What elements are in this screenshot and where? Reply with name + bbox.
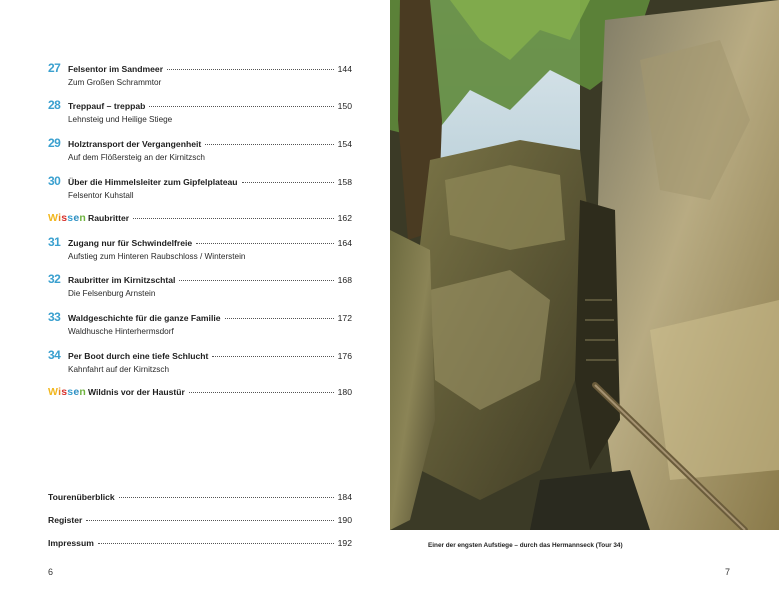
toc-title: Tourenüberblick <box>48 492 115 502</box>
toc-subtitle: Lehnsteig und Heilige Stiege <box>68 115 173 124</box>
wissen-letter: n <box>79 212 87 224</box>
toc-subtitle: Aufstieg zum Hinteren Raubschloss / Winterstein <box>68 252 246 261</box>
toc-title: Treppauf – treppab <box>68 101 146 111</box>
toc-title: Über die Himmelsleiter zum Gipfelplateau <box>68 177 238 187</box>
tour-number: 33 <box>48 310 61 324</box>
toc-entry-wissen[interactable] <box>48 386 352 400</box>
leader-dots <box>212 356 333 357</box>
leader-dots <box>86 520 333 521</box>
leader-dots <box>225 318 334 319</box>
leader-dots <box>205 144 333 145</box>
toc-subtitle: Die Felsenburg Arnstein <box>68 289 156 298</box>
toc-entry-back[interactable] <box>48 538 352 552</box>
leader-dots <box>149 106 333 107</box>
toc-subtitle: Kahnfahrt auf der Kirnitzsch <box>68 365 170 374</box>
photo-illustration <box>390 0 779 530</box>
toc-page-number: 144 <box>337 64 352 74</box>
toc-title: Register <box>48 515 83 525</box>
toc-page-number: 168 <box>337 275 352 285</box>
leader-dots <box>189 392 334 393</box>
toc-page-number: 192 <box>337 538 352 548</box>
leader-dots <box>242 182 334 183</box>
wissen-letter: s <box>61 386 68 398</box>
toc-entry[interactable] <box>48 272 352 298</box>
wissen-letter: i <box>58 386 62 398</box>
leader-dots <box>133 218 334 219</box>
tour-number: 30 <box>48 174 61 188</box>
toc-subtitle: Felsentor Kuhstall <box>68 191 134 200</box>
toc-entry[interactable] <box>48 61 352 87</box>
tour-number: 28 <box>48 98 61 112</box>
toc-title: Wildnis vor der Haustür <box>88 387 185 397</box>
toc-subtitle: Waldhusche Hinterhermsdorf <box>68 327 174 336</box>
toc-title: Zugang nur für Schwindelfreie <box>68 238 193 248</box>
toc-title: Waldgeschichte für die ganze Familie <box>68 313 221 323</box>
wissen-letter: W <box>48 212 59 224</box>
tour-number: 29 <box>48 136 61 150</box>
tour-number: 34 <box>48 348 61 362</box>
toc-page-number: 184 <box>337 492 352 502</box>
wissen-label <box>48 212 88 224</box>
toc-entry[interactable] <box>48 174 352 200</box>
toc-entry-wissen[interactable] <box>48 212 352 226</box>
toc-entry[interactable] <box>48 98 352 124</box>
page-number-right: 7 <box>725 567 731 577</box>
toc-page-number: 180 <box>337 387 352 397</box>
wissen-label <box>48 386 88 398</box>
toc-title: Felsentor im Sandmeer <box>68 64 164 74</box>
toc-page-number: 158 <box>337 177 352 187</box>
wissen-letter: i <box>58 212 62 224</box>
toc-page-number: 172 <box>337 313 352 323</box>
wissen-letter: n <box>79 386 87 398</box>
toc-title: Holztransport der Vergangenheit <box>68 139 202 149</box>
toc-entry-back[interactable] <box>48 492 352 506</box>
right-page <box>390 0 779 600</box>
toc-title: Impressum <box>48 538 94 548</box>
toc-page-number: 190 <box>337 515 352 525</box>
toc-entry[interactable] <box>48 136 352 162</box>
toc-page-number: 162 <box>337 213 352 223</box>
wissen-letter: s <box>67 386 74 398</box>
toc-page-number: 154 <box>337 139 352 149</box>
toc-subtitle: Auf dem Flößersteig an der Kirnitzsch <box>68 153 205 162</box>
toc-page-number: 150 <box>337 101 352 111</box>
leader-dots <box>98 543 334 544</box>
toc-subtitle: Zum Großen Schrammtor <box>68 78 162 87</box>
wissen-letter: s <box>67 212 74 224</box>
wissen-letter: e <box>73 212 80 224</box>
toc-title: Raubritter im Kirnitzschtal <box>68 275 176 285</box>
leader-dots <box>179 280 333 281</box>
toc-entry-back[interactable] <box>48 515 352 529</box>
toc-title: Per Boot durch eine tiefe Schlucht <box>68 351 209 361</box>
photo-caption: Einer der engsten Aufstiege – durch das Hermannseck (Tour 34) <box>428 542 623 549</box>
page-number-left: 6 <box>48 567 54 577</box>
leader-dots <box>167 69 334 70</box>
tour-number: 31 <box>48 235 61 249</box>
toc-entry[interactable] <box>48 348 352 374</box>
rock-gorge-photo <box>390 0 779 530</box>
toc-entry[interactable] <box>48 235 352 261</box>
tour-number: 27 <box>48 61 61 75</box>
toc-title: Raubritter <box>88 213 130 223</box>
tour-number: 32 <box>48 272 61 286</box>
leader-dots <box>196 243 334 244</box>
wissen-letter: W <box>48 386 59 398</box>
toc-page-number: 176 <box>337 351 352 361</box>
wissen-letter: s <box>61 212 68 224</box>
toc-page-number: 164 <box>337 238 352 248</box>
toc-entry[interactable] <box>48 310 352 336</box>
leader-dots <box>119 497 334 498</box>
wissen-letter: e <box>73 386 80 398</box>
